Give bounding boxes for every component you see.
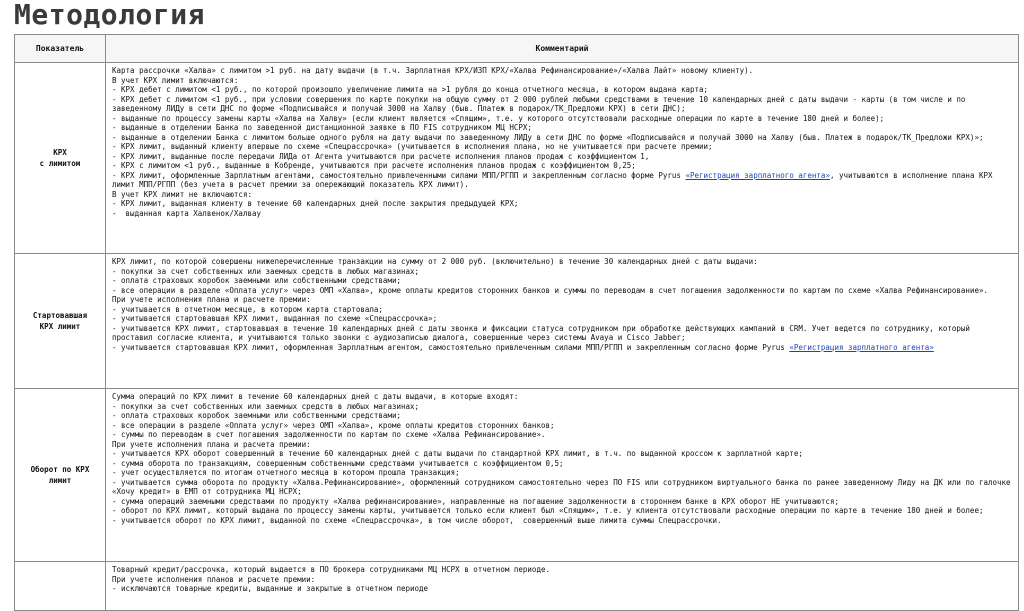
table-row <box>15 63 1019 254</box>
comment-line: - сумма оборота по транзакциям, совершенным собственными средствами учитывается с коэффициентом 0,5; <box>112 458 564 468</box>
comment-line: Карта рассрочки «Халва» с лимитом >1 руб. на дату выдачи (в т.ч. Зарплатная КРХ/ИЗП КРХ/«Халва Рефинансирование»/«Халва Лайт» новому клиенту). <box>112 66 754 75</box>
table-row <box>15 562 1019 611</box>
comment-line: Товарный кредит/рассрочка, который выдается в ПО брокера сотрудниками МЦ НСРХ в отчетном периоде. <box>112 565 550 574</box>
comment-line: - выданная карта Халвенок/Халвау <box>112 208 262 218</box>
comment-line: - КРХ лимит, выданные после передачи ЛИДа от Агента учитываются при расчете исполнения планов продаж с коэффициентом 1, <box>112 151 650 161</box>
comment-line: - учитывается КРХ оборот совершенный в течение 60 календарных дней с даты выдачи по стандартной КРХ лимит, в т.ч. по выданной кроссом к зарплатной карте; <box>112 449 803 458</box>
comment-line: - покупки за счет собственных или заемных средств в любых магазинах; <box>112 266 420 276</box>
comment-line: - КРХ лимит, выданная клиенту в течение 60 календарных дней после закрытия предыдущей КРХ; <box>112 199 519 208</box>
comment-line: - выданные в отделении Банка по заведенной дистанционной заявке в ПО FIS сотрудником МЦ НСРХ; <box>112 123 532 132</box>
indicator-cell <box>15 63 106 254</box>
indicator-name: Стартовавшая КРХ лимит <box>32 311 88 331</box>
comment-line: - исключаются товарные кредиты, выданные и закрытые в отчетном периоде <box>112 584 429 593</box>
indicator-cell <box>15 254 106 389</box>
comment-line: - оплата страховых коробок заемными или собственными средствами; <box>112 276 401 285</box>
comment-line: - КРХ лимит, выданный клиенту впервые по схеме «Спецрассрочка» (учитывается в исполнения плана, но не учитывается при расчете премии; <box>112 142 713 151</box>
comment-line: - оборот по КРХ лимит, который выдана по процессу замены карты, учитывается только если клиент был «Спящим», т.е. у клиента отсутствовали расходные операции по карте в течение 180 дней и более; <box>112 506 984 515</box>
comment-line: - КРХ с лимитом <1 руб., выданные в Кобренде, учитываются при расчете исполнения планов продаж с коэффициентом 0,25; <box>112 161 636 170</box>
comment-line: - оплата страховых коробок заемными или собственными средствами; <box>112 411 401 420</box>
comment-line: - учитывается стартовавшая КРХ лимит, оформленная Зарплатным агентом, самостоятельно привлеченным силами МПП/РГПП и закрепленным согласно форме Pyrus «Регистрация зарплатного агента» <box>112 342 934 352</box>
comment-line: В учет КРХ лимит включаются: <box>112 75 239 85</box>
comment-line: - учитывается в отчетном месяце, в котором карта стартовала; <box>112 304 383 314</box>
methodology-table <box>14 34 1019 611</box>
indicator-name: Оборот по КРХ лимит <box>30 465 90 485</box>
table-header-row <box>15 35 1019 63</box>
comment-line: КРХ лимит, по которой совершены нижеперечисленные транзакции на сумму от 2 000 руб. (включительно) в течение 30 календарных дней с даты выдачи: <box>112 257 758 266</box>
table-row <box>15 254 1019 389</box>
comment-line: - все операции в разделе «Оплата услуг» через ОМП «Халва», кроме оплаты кредитов сторонних банков; <box>112 420 555 430</box>
comment-line: - учет осуществляется по итогам отчетного месяца в котором прошла транзакция; <box>112 468 460 477</box>
indicator-cell <box>15 389 106 562</box>
comment-line: - учитывается сумма оборота по продукту «Халва.Рефинансирование», оформленный сотрудником самостоятельно через ПО FIS или сотрудником виртуального банка по ранее заведенному Лиду на ДК или по галочке «Хочу кредит» в ЕМП от сотрудника МЦ НСРХ; <box>112 477 1016 496</box>
comment-line: - покупки за счет собственных или заемных средств в любых магазинах; <box>112 401 420 411</box>
table-row <box>15 389 1019 562</box>
comment-line: При учете исполнения планов и расчете премии: <box>112 574 316 584</box>
comment-line: - КРХ лимит, оформленные Зарплатным агентами, самостоятельно привлеченными силами МПП/РГПП и закрепленным согласно форме Pyrus «Регистрация зарплатного агента», учитываются в исполнение плана КРХ лимит МПП/РГПП (без учета в расчет премии за опережающий показатель КРХ лимит). <box>112 170 998 189</box>
pyrus-registration-link[interactable]: «Регистрация зарплатного агента» <box>789 342 934 352</box>
column-header-comment: Комментарий <box>106 35 1019 63</box>
comment-line: - сумма операций заемными средствами по продукту «Халва рефинансирование», направленные на погашение задолженности в стороннем банке в КРХ оборот НЕ учитываются; <box>112 496 839 506</box>
comment-line: При учете исполнения плана и расчете премии: <box>112 295 311 304</box>
indicator-cell <box>15 562 106 611</box>
indicator-name: КРХ с лимитом <box>39 148 81 168</box>
comment-line: - КРХ дебет с лимитом <1 руб., при условии совершения по карте покупки на общую сумму от 2 000 рублей любыми средствами в течение 10 календарных дней с даты выдачи - карты (в том числе и по заведенному ЛИДу в сети ДНС по форме «Подписывайся и получай 3000 на Халву (быв. Платеж в подарок/ТК_Предложи КРХ) в сети ДНС); <box>112 94 970 113</box>
comment-line: - учитывается стартовавшая КРХ лимит, выданная по схеме «Спецрассрочка»; <box>112 314 438 323</box>
comment-line: - выданные в отделении Банка с лимитом больше одного рубля на дату выдачи по заведенному ЛИДу в сети ДНС по форме «Подписывайся и получай 3000 на Халву (быв. Платеж в подарок/ТК_Предложи КРХ)»; <box>112 132 984 142</box>
comment-line: - учитывается оборот по КРХ лимит, выданной по схеме «Спецрассрочка», в том числе оборот, совершенный выше лимита суммы Спецрассрочки. <box>112 515 722 525</box>
comment-cell <box>106 254 1019 389</box>
comment-line: - КРХ дебет с лимитом <1 руб., по которой произошло увеличение лимита на >1 рубля до конца отчетного месяца, в котором выдана карта; <box>112 85 709 94</box>
comment-line: - суммы по переводам в счет погашения задолженности по картам по схеме «Халва Рефинансирование». <box>112 430 546 439</box>
pyrus-registration-link[interactable]: «Регистрация зарплатного агента» <box>685 170 830 180</box>
comment-line: При учете исполнения плана и расчета премии: <box>112 439 311 449</box>
comment-line: В учет КРХ лимит не включаются: <box>112 189 252 199</box>
comment-line: - все операции в разделе «Оплата услуг» через ОМП «Халва», кроме оплаты кредитов сторонних банков и суммы по переводам в счет погашения задолженности по картам по схеме «Халва Рефинансирование». <box>112 285 988 295</box>
comment-cell <box>106 562 1019 611</box>
comment-line: Сумма операций по КРХ лимит в течение 60 календарных дней с даты выдачи, в которые входят: <box>112 392 519 401</box>
column-header-indicator: Показатель <box>15 35 106 63</box>
page-title: Методология <box>14 0 205 31</box>
comment-cell <box>106 63 1019 254</box>
comment-line: - учитывается КРХ лимит, стартовавшая в течение 10 календарных дней с даты звонка и фиксации статуса сотрудником при обработке действующих кампаний в CRM. Учет ведется по сотруднику, который проставил согласие клиента, и учитываются только звонки с аудиозаписью диалога, совершенные через системы Avaya и Cisco Jabber; <box>112 323 975 342</box>
comment-cell <box>106 389 1019 562</box>
comment-line: - выданные по процессу замены карты «Халва на Халву» (если клиент является «Спящим», т.е. у которого отсутствовали расходные операции по карте в течение 180 дней и более); <box>112 113 885 123</box>
